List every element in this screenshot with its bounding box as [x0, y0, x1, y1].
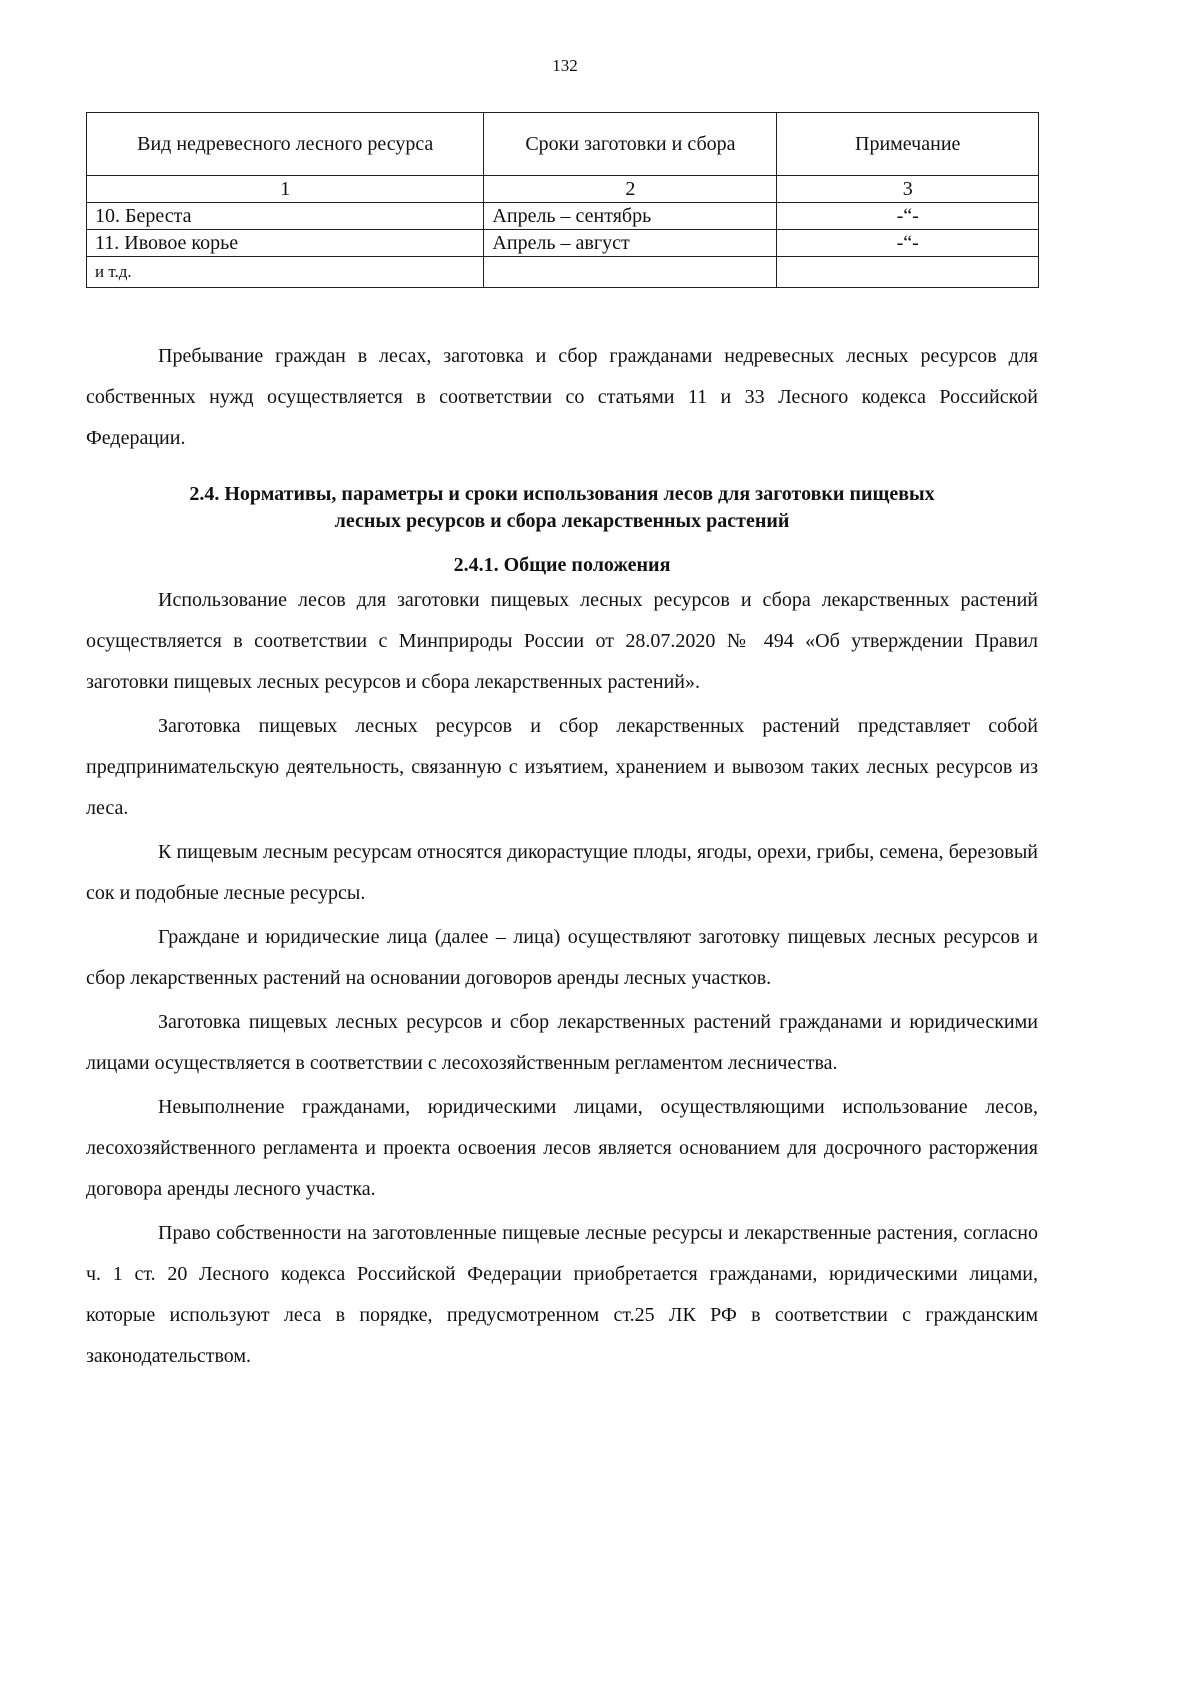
table-cell-note: -“- — [777, 203, 1039, 230]
paragraph: Право собственности на заготовленные пищевые лесные ресурсы и лекарственные растения, согласно ч. 1 ст. 20 Лесного кодекса Российской Федерации приобретается гражданами, юридическими лицами, которые используют леса в порядке, предусмотренном ст.25 ЛК РФ в соответствии с гражданским законодательством. — [86, 1222, 1038, 1367]
table-column-numbers-row — [87, 176, 1039, 203]
table-cell-period: Апрель – август — [484, 230, 777, 257]
intro-section — [86, 336, 1038, 459]
table-cell-period — [484, 257, 777, 288]
table-header-cell: Примечание — [777, 113, 1039, 176]
table-cell-resource: 10. Береста — [87, 203, 484, 230]
table-row — [87, 203, 1039, 230]
section-heading-line: 2.4. Нормативы, параметры и сроки использования лесов для заготовки пищевых — [189, 483, 935, 505]
table-cell-period: Апрель – сентябрь — [484, 203, 777, 230]
page-number: 132 — [552, 56, 578, 75]
table-cell-note: -“- — [777, 230, 1039, 257]
table-header-cell: Сроки заготовки и сбора — [484, 113, 777, 176]
section-heading — [86, 481, 1038, 535]
column-number-cell: 3 — [777, 176, 1039, 203]
table-row — [87, 257, 1039, 288]
table-header-row — [87, 113, 1039, 176]
paragraph: Использование лесов для заготовки пищевых лесных ресурсов и сбора лекарственных растений осуществляется в соответствии с Минприроды России от 28.07.2020 № 494 «Об утверждении Правил заготовки пищевых лесных ресурсов и сбора лекарственных растений». — [86, 589, 1038, 693]
section-heading-line: лесных ресурсов и сбора лекарственных растений — [334, 510, 790, 532]
paragraph: Невыполнение гражданами, юридическими лицами, осуществляющими использование лесов, лесохозяйственного регламента и проекта освоения лесов является основанием для досрочного расторжения договора аренды лесного участка. — [86, 1096, 1038, 1200]
resources-table — [86, 112, 1039, 288]
sub-heading: 2.4.1. Общие положения — [453, 554, 671, 576]
main-text — [86, 580, 1038, 1380]
column-number-cell: 2 — [484, 176, 777, 203]
intro-paragraph: Пребывание граждан в лесах, заготовка и сбор гражданами недревесных лесных ресурсов для собственных нужд осуществляется в соответствии со статьями 11 и 33 Лесного кодекса Российской Федерации. — [86, 345, 1038, 449]
table-header-cell: Вид недревесного лесного ресурса — [87, 113, 484, 176]
paragraph: Заготовка пищевых лесных ресурсов и сбор лекарственных растений гражданами и юридическими лицами осуществляется в соответствии с лесохозяйственным регламентом лесничества. — [86, 1011, 1038, 1074]
table-cell-note — [777, 257, 1039, 288]
table-cell-resource: 11. Ивовое корье — [87, 230, 484, 257]
paragraph: Заготовка пищевых лесных ресурсов и сбор лекарственных растений представляет собой предпринимательскую деятельность, связанную с изъятием, хранением и вывозом таких лесных ресурсов из леса. — [86, 715, 1038, 819]
column-number-cell: 1 — [87, 176, 484, 203]
table-row — [87, 230, 1039, 257]
paragraph: К пищевым лесным ресурсам относятся дикорастущие плоды, ягоды, орехи, грибы, семена, березовый сок и подобные лесные ресурсы. — [86, 841, 1038, 904]
paragraph: Граждане и юридические лица (далее – лица) осуществляют заготовку пищевых лесных ресурсов и сбор лекарственных растений на основании договоров аренды лесных участков. — [86, 926, 1038, 989]
table-cell-resource: и т.д. — [87, 257, 484, 288]
